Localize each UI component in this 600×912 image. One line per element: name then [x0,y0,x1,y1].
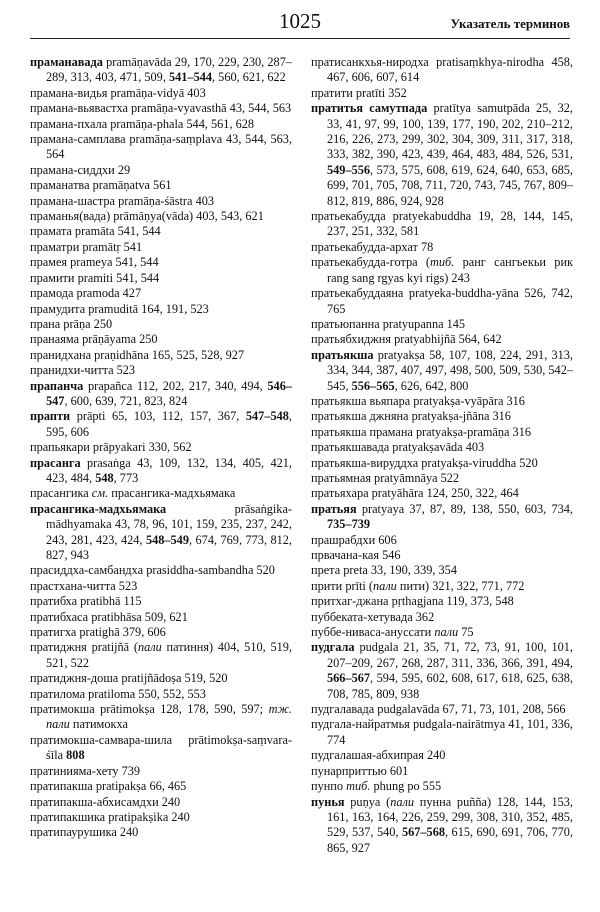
entry-text: ранг сангьекьи рик rang sang rgyas kyi rigs) 243 [327,255,573,285]
index-entry [30,117,292,132]
index-entry [311,101,573,209]
entry-text: пратьекабудда-архат 78 [311,239,434,254]
index-entry [311,795,573,857]
entry-text: puṇya ( [344,794,391,809]
entry-term-bold: 808 [66,748,85,763]
index-entry [30,733,292,764]
index-entry [311,625,573,640]
entry-text: прамана-пхала pramāṇa-phala 544, 561, 628 [30,116,255,131]
entry-text: праматa pramāta 541, 544 [30,224,161,239]
index-entry [30,348,292,363]
index-entry [30,209,292,224]
index-entry [311,533,573,548]
entry-text: патимокха [69,717,128,732]
entry-text: пратимокша-самвара-шила prātimokṣa-saṃvara-śīla [30,732,292,763]
index-entry [311,255,573,286]
entry-text: 75 [458,625,474,640]
index-entry [311,594,573,609]
index-entry [311,332,573,347]
entry-text: пратинияма-хету 739 [30,763,141,778]
entry-text: прета preta 33, 190, 339, 354 [311,563,457,578]
entry-text: прамея prameya 541, 544 [30,255,159,270]
index-entry [30,563,292,578]
entry-text: прана prāṇa 250 [30,316,113,331]
index-entry [30,671,292,686]
index-entry [311,240,573,255]
index-entry [30,702,292,733]
entry-text: phung po 555 [370,779,442,794]
entry-text: праматри pramātṛ 541 [30,239,143,254]
entry-text: пратибха pratibhā 115 [30,594,142,609]
entry-text: пуббекатa-хетувада 362 [311,609,435,624]
entry-term-bold: прасангика-мадхьямака [30,501,167,516]
index-entry [311,471,573,486]
entry-text: пудгала-найратмья pudgala-nairātmya 41, 101, 336, 774 [311,717,573,747]
section-title: Указатель терминов [450,16,570,31]
entry-italic: см. [91,486,109,501]
index-entry [311,702,573,717]
entry-text: , 560, 621, 622 [212,70,286,85]
index-entry [30,101,292,116]
index-entry [311,348,573,394]
index-entry [30,379,292,410]
index-entry [30,610,292,625]
index-entry [30,132,292,163]
entry-text: пратьякша вьяпара pratyakṣa-vyāpāra 316 [311,393,525,408]
entry-term-bold: пунья [311,794,345,809]
entry-italic: пали [137,640,162,655]
entry-text: прамана-сиддхи 29 [30,162,131,177]
entry-text: пратити pratīti 352 [311,85,407,100]
index-entry [30,594,292,609]
index-entry [30,764,292,779]
entry-text: пратимокша prātimokṣa 128, 178, 590, 597; [30,702,269,717]
entry-text: пратьяхара pratyāhāra 124, 250, 322, 464 [311,486,519,501]
entry-text: прасангика-мадхьямака [108,486,236,501]
entry-text: праманатва pramāṇatva 561 [30,178,172,193]
entry-term-bold: пратьяя [311,501,357,516]
entry-text: пити) 321, 322, 771, 772 [396,578,525,593]
index-entry [30,456,292,487]
entry-term-bold: 548–549 [145,532,189,547]
entry-text: притхаг-джана pṛthagjana 119, 373, 548 [311,594,514,609]
entry-term-bold: 546–547 [46,378,292,408]
index-entry [30,687,292,702]
entry-text: прасиддха-самбандха prasiddha-sambandha 520 [30,563,275,578]
entry-text: пратьякша джняна pratyakṣa-jñāna 316 [311,409,511,424]
entry-text: прамудита pramuditā 164, 191, 523 [30,301,209,316]
entry-text: , 626, 642, 800 [394,378,469,393]
index-entry [30,640,292,671]
index-entry [30,163,292,178]
entry-text: пратьякша прамана pratyakṣa-pramāṇa 316 [311,424,531,439]
entry-text: пранаяма prāṇāyama 250 [30,332,158,347]
index-entry [30,486,292,501]
entry-term-bold: пратьякша [311,347,374,362]
index-entry [311,286,573,317]
index-entry [311,748,573,763]
entry-text: првачана-кая 546 [311,548,401,562]
index-entry [30,825,292,840]
index-entry [30,194,292,209]
entry-text: пратиджня pratijñā ( [30,640,138,655]
entry-text: , 600, 639, 721, 823, 824 [64,393,188,408]
index-entry [311,317,573,332]
entry-italic: тж. пали [46,702,292,732]
page-header [30,4,570,39]
entry-term-bold: пратитья самутпада [311,101,428,116]
entry-text: pratyakṣa 58, 107, 108, 224, 291, 313, 334, 344, 387, 407, 497, 498, 500, 509, 530, 542–545, [327,347,573,393]
entry-text: pudgala 21, 35, 71, 72, 73, 91, 100, 101, 207–209, 267, 268, 287, 311, 336, 366, 391, 494, [327,640,573,670]
entry-text: пратьякша-вируддха pratyakṣa-viruddha 520 [311,455,538,470]
index-entry [30,240,292,255]
index-entry [30,810,292,825]
index-entry [311,502,573,533]
index-entry [30,625,292,640]
index-entry [311,440,573,455]
index-entry [30,579,292,594]
index-entry [311,486,573,501]
entry-text: прамана-самплава pramāṇa-saṃplava 43, 544, 563, 564 [30,132,292,162]
left-column [30,55,292,841]
entry-text: пратьямная pratyāmnāya 522 [311,470,460,485]
index-entry [30,779,292,794]
entry-text: , 674, 769, 773, 812, 827, 943 [46,532,292,562]
index-entry [311,640,573,702]
index-entry [311,610,573,625]
index-entry [311,456,573,471]
entry-text: прамана-видья pramāṇa-vidyā 403 [30,85,206,100]
index-entry [30,255,292,270]
entry-text: пудгалашая-абхипрая 240 [311,748,446,763]
entry-text: pratyaya 37, 87, 89, 138, 550, 603, 734, [356,501,573,516]
entry-term-bold: 567–568 [401,825,445,840]
entry-text: прамода pramoda 427 [30,286,142,301]
entry-text: праманья(вада) prāmāṇya(vāda) 403, 543, 621 [30,209,264,224]
entry-text: пратипакша-абхисамдхи 240 [30,794,181,809]
entry-text: , 595, 606 [46,409,292,439]
entry-term-bold: 547–548 [245,409,289,424]
index-entry [30,86,292,101]
entry-text: пратьекабуддаяна pratyeka-buddha-yāna 526, 742, 765 [311,286,573,316]
index-entry [30,409,292,440]
page-number: 1025 [279,9,321,33]
entry-term-bold: 556–565 [351,378,395,393]
entry-text: пратьекабудда-готра ( [311,255,431,270]
entry-italic: тиб. [430,255,455,270]
entry-text: пратипакша pratipakṣa 66, 465 [30,779,187,794]
entry-text: прастхана-читта 523 [30,578,138,593]
entry-term-bold: 735–739 [327,517,371,532]
index-entry [30,271,292,286]
entry-text: пуббе-ниваса-ануссати [311,625,435,640]
index-entry [311,764,573,779]
entry-text: , 615, 690, 691, 706, 770, 865, 927 [327,825,573,855]
entry-text: пратипакшика pratipakṣika 240 [30,809,190,824]
entry-text: пранидхи-читта 523 [30,363,136,378]
index-entry [311,563,573,578]
entry-text: , 773 [113,470,139,485]
entry-text: пунпо [311,779,347,794]
entry-term-bold: пудгала [311,640,355,655]
entry-text: prāpti 65, 103, 112, 157, 367, [70,409,246,424]
entry-term-bold: прасанга [30,455,81,470]
entry-text: прамити pramiti 541, 544 [30,270,160,285]
entry-text: пунарприттью 601 [311,763,409,778]
entry-text: пратибхаса pratibhāsa 509, 621 [30,609,188,624]
entry-text: прашрабдхи 606 [311,532,397,547]
index-entry [30,795,292,810]
index-entry [30,317,292,332]
index-entry [30,440,292,455]
right-column [311,55,573,856]
entry-text: пратисанкхья-ниродха pratisaṃkhya-nirodha 458, 467, 606, 607, 614 [311,55,573,85]
index-entry [311,409,573,424]
entry-italic: пали [434,625,459,640]
entry-text: , 573, 575, 608, 619, 624, 640, 653, 685, 699, 701, 705, 708, 711, 720, 743, 745, 767, 809–812, 819, 886, 924, 928 [327,162,573,208]
index-entry [311,394,573,409]
entry-italic: тиб. [346,779,371,794]
entry-term-bold: прапанча [30,378,84,393]
entry-text: prāsaṅgika-mādhyamaka 43, 78, 96, 101, 159, 235, 237, 242, 243, 281, 423, 424, [46,501,292,547]
index-entry [30,302,292,317]
entry-term-bold: 566–567 [327,671,371,686]
entry-text: прамана-шастра pramāṇa-śāstra 403 [30,193,215,208]
entry-text: прамана-вьявастха pramāṇa-vyavasthā 43, 544, 563 [30,101,292,116]
index-entry [311,779,573,794]
entry-text: pramāṇavāda 29, 170, 229, 230, 287–289, 313, 403, 471, 509, [46,55,292,85]
entry-text: prasaṅga 43, 109, 132, 134, 405, 421, 423, 484, [46,455,292,485]
entry-text: пунна puñña) 128, 144, 153, 161, 163, 164, 226, 259, 299, 308, 310, 352, 485, 529, 537, 540, [327,794,573,840]
entry-text: pratītya samutpāda 25, 32, 33, 41, 97, 99, 100, 139, 177, 190, 202, 210–212, 216, 226, 273, 299, 302, 304, 309, 311, 317, 318, 333, 382, 390, 423, 439, 464, 483, 484, 526, 531, [327,101,574,162]
entry-text: пранидхана praṇidhāna 165, 525, 528, 927 [30,347,245,362]
entry-text: пудгалавада pudgalavāda 67, 71, 73, 101, 208, 566 [311,702,566,717]
index-entry [311,55,573,86]
index-entry [311,548,573,563]
index-entry [30,55,292,86]
entry-text: пратилома pratiloma 550, 552, 553 [30,686,206,701]
entry-text: , 594, 595, 602, 608, 617, 618, 625, 638, 708, 785, 809, 938 [327,671,573,701]
index-entry [311,209,573,240]
entry-text: прасангика [30,486,92,501]
index-entry [311,579,573,594]
entry-italic: пали [390,794,415,809]
index-entry [30,502,292,564]
entry-text: пратьекабудда pratyekabuddha 19, 28, 144, 145, 237, 251, 332, 581 [311,209,573,239]
entry-text: прапьякари prāpyakari 330, 562 [30,440,192,455]
entry-text: прити prīti ( [311,578,374,593]
entry-term-bold: 549–556 [327,162,371,177]
entry-text: пратьябхиджня pratyabhijñā 564, 642 [311,332,502,347]
index-entry [311,425,573,440]
index-entry [30,286,292,301]
index-entry [30,178,292,193]
index-entry [30,224,292,239]
entry-term-bold: праманавада [30,55,103,69]
entry-term-bold: прапти [30,409,71,424]
entry-term-bold: 548 [95,470,114,485]
index-entry [311,86,573,101]
index-entry [30,332,292,347]
index-entry [30,363,292,378]
entry-italic: пали [373,578,397,593]
entry-text: пратьюпанна pratyupanna 145 [311,316,466,331]
entry-text: пратиджня-доша pratijñādoṣa 519, 520 [30,671,228,686]
entry-text: патиння) 404, 510, 519, 521, 522 [46,640,292,670]
entry-text: пратигха pratighā 379, 606 [30,625,166,640]
entry-text: prapañca 112, 202, 217, 340, 494, [83,378,268,393]
index-entry [311,717,573,748]
entry-term-bold: 541–544 [168,70,213,85]
entry-text: пратьякшавада pratyakṣavāda 403 [311,440,485,455]
entry-text: пратипаурушика 240 [30,825,139,840]
